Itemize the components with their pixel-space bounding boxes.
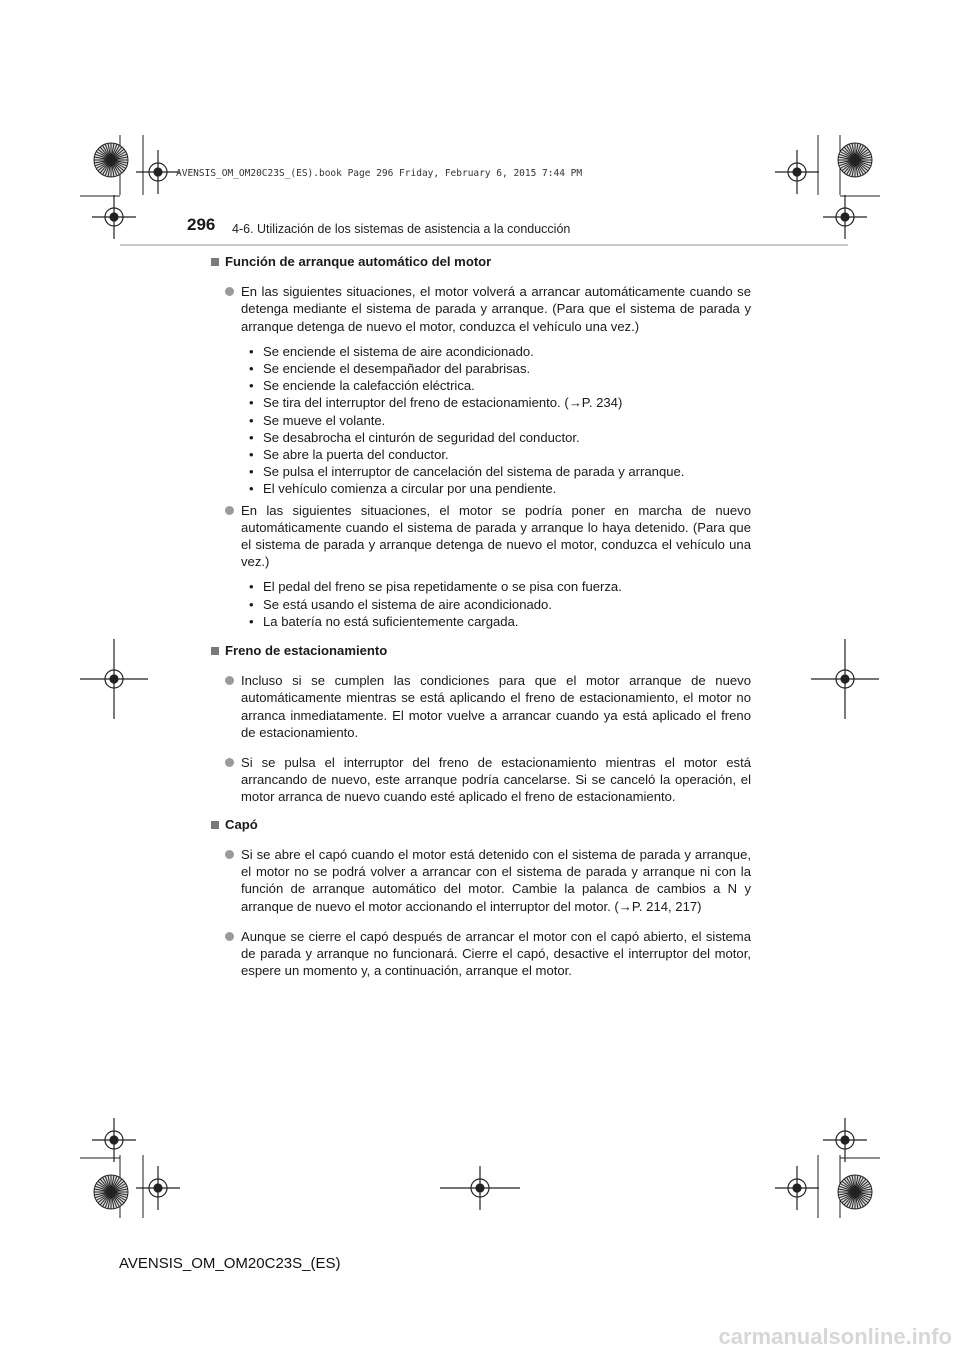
sub-item: • El vehículo comienza a circular por una pendiente.: [249, 480, 751, 497]
square-bullet-icon: [211, 647, 219, 655]
sub-item: • Se abre la puerta del conductor.: [249, 446, 751, 463]
watermark: carmanualsonline.info: [718, 1324, 952, 1349]
list-item: Si se pulsa el interruptor del freno de estacionamiento mientras el motor está arrancando de nuevo, este arranque podría cancelarse. Si se canceló la operación, el motor arranca de nuevo cuando esté aplicado el freno de estacionamiento.: [211, 754, 751, 806]
sub-item: • Se enciende la calefacción eléctrica.: [249, 377, 751, 394]
sub-item: • Se pulsa el interruptor de cancelación del sistema de parada y arranque.: [249, 463, 751, 480]
circle-bullet-icon: [225, 506, 234, 515]
list-item: En las siguientes situaciones, el motor volverá a arrancar automáticamente cuando se detenga mediante el sistema de parada y arranque. (Para que el sistema de parada y arranque detenga de nuevo el motor, conduzca el vehículo una vez.): [211, 283, 751, 335]
section-heading: Función de arranque automático del motor: [211, 253, 751, 270]
circle-bullet-icon: [225, 758, 234, 767]
sub-item: • La batería no está suficientemente cargada.: [249, 613, 751, 630]
sub-item: • Se desabrocha el cinturón de seguridad del conductor.: [249, 429, 751, 446]
circle-bullet-icon: [225, 676, 234, 685]
sub-item: • Se mueve el volante.: [249, 412, 751, 429]
square-bullet-icon: [211, 258, 219, 266]
starburst-mark: [838, 143, 872, 177]
chapter-title: 4-6. Utilización de los sistemas de asistencia a la conducción: [232, 222, 571, 236]
sub-item: • El pedal del freno se pisa repetidamente o se pisa con fuerza.: [249, 578, 751, 595]
sub-list: [211, 343, 751, 498]
starburst-mark: [94, 143, 128, 177]
sub-item: • Se enciende el desempañador del parabrisas.: [249, 360, 751, 377]
list-item: Si se abre el capó cuando el motor está detenido con el sistema de parada y arranque, el motor no se podrá volver a arrancar con el sistema de parada y arranque ni con la función de arranque automático del motor. Cambie la palanca de cambios a N y arranque de nuevo el motor accionando el interruptor del motor. (→P. 214, 217): [211, 846, 751, 915]
page-number: 296: [187, 215, 216, 234]
footer-document-code: AVENSIS_OM_OM20C23S_(ES): [119, 1255, 341, 1272]
starburst-mark: [94, 1175, 128, 1209]
sub-item: • Se está usando el sistema de aire acondicionado.: [249, 596, 751, 613]
list-item: Aunque se cierre el capó después de arrancar el motor con el capó abierto, el sistema de parada y arranque no funcionará. Cierre el capó, desactive el interruptor del motor, espere un momento y, a continuación, arranque el motor.: [211, 928, 751, 980]
circle-bullet-icon: [225, 287, 234, 296]
book-stamp: AVENSIS_OM_OM20C23S_(ES).book Page 296 Friday, February 6, 2015 7:44 PM: [176, 168, 583, 179]
sub-item: • Se tira del interruptor del freno de estacionamiento. (→P. 234): [249, 394, 751, 411]
page-body: [211, 253, 751, 979]
sub-list: [211, 578, 751, 630]
list-item: En las siguientes situaciones, el motor se podría poner en marcha de nuevo automáticamente cuando el sistema de parada y arranque lo haya detenido. (Para que el sistema de parada y arranque detenga de nuevo el motor, conduzca el vehículo una vez.): [211, 502, 751, 571]
section-heading: Capó: [211, 816, 751, 833]
square-bullet-icon: [211, 821, 219, 829]
section-heading: Freno de estacionamiento: [211, 642, 751, 659]
list-item: Incluso si se cumplen las condiciones para que el motor arranque de nuevo automáticamente mientras se está aplicando el freno de estacionamiento, el motor no arranca inmediatamente. El motor vuelve a arrancar cuando ya está aplicado el freno de estacionamiento.: [211, 672, 751, 741]
header-rule: [120, 244, 848, 246]
circle-bullet-icon: [225, 850, 234, 859]
starburst-mark: [838, 1175, 872, 1209]
circle-bullet-icon: [225, 932, 234, 941]
sub-item: • Se enciende el sistema de aire acondicionado.: [249, 343, 751, 360]
